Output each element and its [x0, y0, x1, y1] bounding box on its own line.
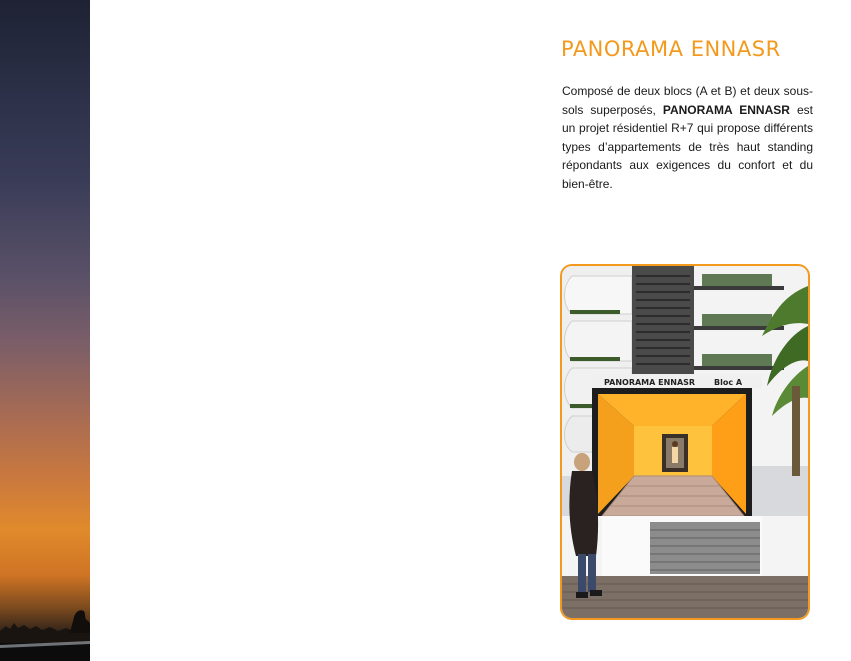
building-entrance-illustration — [562, 266, 808, 618]
description-text-2: est un projet résidentiel R+7 qui propose différents types d’appartements de très haut standing répondants aux exigences du confort et du bien-être. — [562, 102, 813, 191]
description-text-1: Composé de deux blocs (A et B) et deux sous-sols superposés, — [562, 84, 813, 117]
building-entrance-photo — [560, 264, 810, 620]
project-description — [562, 82, 813, 194]
building-sign-bloc: Bloc A — [714, 378, 743, 387]
tree-silhouettes — [0, 571, 90, 661]
description-project-name: PANORAMA ENNASR — [662, 102, 790, 117]
building-sign-name: PANORAMA ENNASR — [604, 378, 696, 387]
project-title: PANORAMA ENNASR — [561, 37, 781, 61]
sunset-photo-strip — [0, 0, 90, 661]
